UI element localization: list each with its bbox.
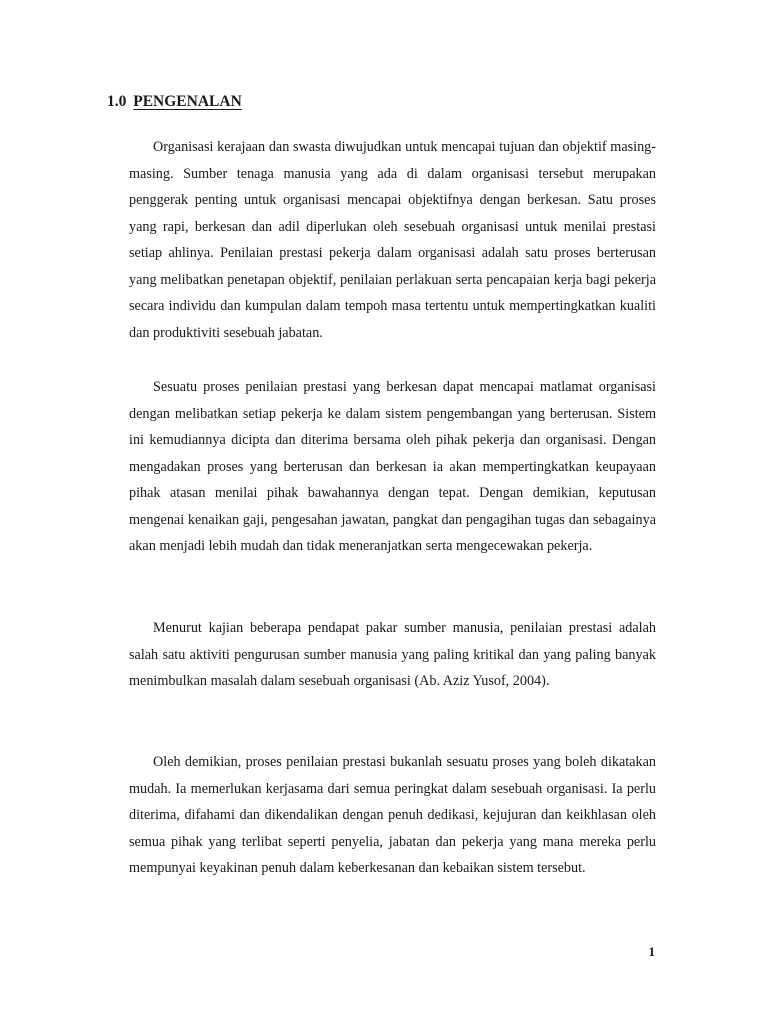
section-heading (107, 93, 242, 111)
page-number: 1 (648, 944, 655, 959)
paragraph-4: Oleh demikian, proses penilaian prestasi bukanlah sesuatu proses yang boleh dikatakan mudah. Ia memerlukan kerjasama dari semua peringkat dalam sesebuah organisasi. Ia perlu diterima, difahami dan dikendalikan dengan penuh dedikasi, kejujuran dan keikhlasan oleh semua pihak yang terlibat seperti penyelia, jabatan dan pekerja yang mana mereka perlu mempunyai keyakinan penuh dalam keberkesanan dan kebaikan sistem tersebut. (129, 754, 656, 876)
paragraph-1: Organisasi kerajaan dan swasta diwujudkan untuk mencapai tujuan dan objektif masing-masing. Sumber tenaga manusia yang ada di dalam organisasi tersebut merupakan penggerak penting untuk organisasi mencapai objektifnya dengan berkesan. Satu proses yang rapi, berkesan dan adil diperlukan oleh sesebuah organisasi untuk menilai prestasi setiap ahlinya. Penilaian prestasi pekerja dalam organisasi adalah satu proses berterusan yang melibatkan penetapan objektif, penilaian perlakuan serta pencapaian kerja bagi pekerja secara individu dan kumpulan dalam tempoh masa tertentu untuk mempertingkatkan kualiti dan produktiviti sesebuah jabatan. (129, 139, 656, 341)
paragraph-3: Menurut kajian beberapa pendapat pakar sumber manusia, penilaian prestasi adalah salah satu aktiviti pengurusan sumber manusia yang paling kritikal dan yang paling banyak menimbulkan masalah dalam sesebuah organisasi (Ab. Aziz Yusof, 2004). (129, 620, 656, 689)
section-title: PENGENALAN (133, 93, 242, 110)
paragraph-2: Sesuatu proses penilaian prestasi yang berkesan dapat mencapai matlamat organisasi dengan melibatkan setiap pekerja ke dalam sistem pengembangan yang berterusan. Sistem ini kemudiannya dicipta dan diterima bersama oleh pihak pekerja dan organisasi. Dengan mengadakan proses yang berterusan dan berkesan ia akan mempertingkatkan keupayaan pihak atasan menilai pihak bawahannya dengan tepat. Dengan demikian, keputusan mengenai kenaikan gaji, pengesahan jawatan, pangkat dan pengagihan tugas dan sebagainya akan menjadi lebih mudah dan tidak meneranjatkan serta mengecewakan pekerja. (129, 379, 656, 554)
section-number: 1.0 (107, 93, 127, 110)
